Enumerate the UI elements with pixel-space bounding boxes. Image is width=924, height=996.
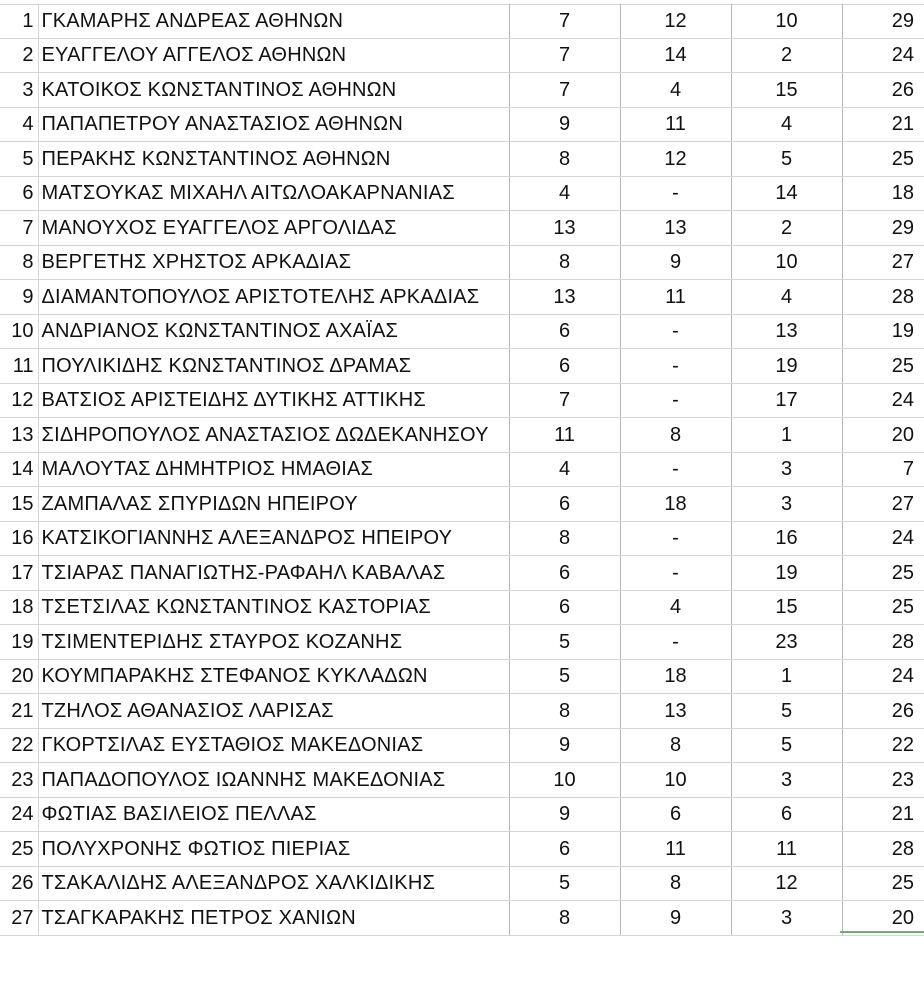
value-cell-2[interactable]: - <box>620 176 731 211</box>
table-row <box>0 107 924 142</box>
table-row <box>0 521 924 556</box>
value-cell-1[interactable]: 6 <box>509 314 620 349</box>
value-cell-3[interactable]: 3 <box>731 487 842 522</box>
value-cell-1[interactable]: 11 <box>509 418 620 453</box>
row-number-cell[interactable]: 25 <box>0 832 38 867</box>
name-cell[interactable]: ΒΕΡΓΕΤΗΣ ΧΡΗΣΤΟΣ ΑΡΚΑΔΙΑΣ <box>38 245 509 280</box>
total-cell[interactable]: 27 <box>842 245 924 280</box>
row-number-cell[interactable]: 23 <box>0 763 38 798</box>
name-cell[interactable]: ΠΟΥΛΙΚΙΔΗΣ ΚΩΝΣΤΑΝΤΙΝΟΣ ΔΡΑΜΑΣ <box>38 349 509 384</box>
spreadsheet-body <box>0 4 924 935</box>
value-cell-3[interactable]: 10 <box>731 245 842 280</box>
name-cell[interactable]: ΑΝΔΡΙΑΝΟΣ ΚΩΝΣΤΑΝΤΙΝΟΣ ΑΧΑΪΑΣ <box>38 314 509 349</box>
table-row <box>0 452 924 487</box>
row-number-cell[interactable]: 16 <box>0 521 38 556</box>
table-row <box>0 73 924 108</box>
value-cell-3[interactable]: 2 <box>731 38 842 73</box>
value-cell-3[interactable]: 2 <box>731 211 842 246</box>
value-cell-1[interactable]: 8 <box>509 694 620 729</box>
row-number-cell[interactable]: 9 <box>0 280 38 315</box>
total-cell[interactable]: 24 <box>842 383 924 418</box>
value-cell-2[interactable]: - <box>620 383 731 418</box>
table-row <box>0 4 924 38</box>
value-cell-3[interactable]: 14 <box>731 176 842 211</box>
row-number-cell[interactable]: 20 <box>0 659 38 694</box>
value-cell-3[interactable]: 1 <box>731 659 842 694</box>
value-cell-1[interactable]: 9 <box>509 107 620 142</box>
value-cell-2[interactable]: 13 <box>620 694 731 729</box>
name-cell[interactable]: ΠΕΡΑΚΗΣ ΚΩΝΣΤΑΝΤΙΝΟΣ ΑΘΗΝΩΝ <box>38 142 509 177</box>
table-row <box>0 728 924 763</box>
name-cell[interactable]: ΓΚΟΡΤΣΙΛΑΣ ΕΥΣΤΑΘΙΟΣ ΜΑΚΕΔΟΝΙΑΣ <box>38 728 509 763</box>
name-cell[interactable]: ΤΣΑΚΑΛΙΔΗΣ ΑΛΕΞΑΝΔΡΟΣ ΧΑΛΚΙΔΙΚΗΣ <box>38 866 509 901</box>
value-cell-2[interactable]: 18 <box>620 659 731 694</box>
table-row <box>0 349 924 384</box>
value-cell-1[interactable]: 7 <box>509 383 620 418</box>
value-cell-2[interactable]: 10 <box>620 763 731 798</box>
value-cell-3[interactable]: 3 <box>731 452 842 487</box>
name-cell[interactable]: ΕΥΑΓΓΕΛΟΥ ΑΓΓΕΛΟΣ ΑΘΗΝΩΝ <box>38 38 509 73</box>
value-cell-2[interactable]: 11 <box>620 107 731 142</box>
name-cell[interactable]: ΚΑΤΣΙΚΟΓΙΑΝΝΗΣ ΑΛΕΞΑΝΔΡΟΣ ΗΠΕΙΡΟΥ <box>38 521 509 556</box>
value-cell-1[interactable]: 5 <box>509 866 620 901</box>
total-cell[interactable]: 23 <box>842 763 924 798</box>
name-cell[interactable]: ΓΚΑΜΑΡΗΣ ΑΝΔΡΕΑΣ ΑΘΗΝΩΝ <box>38 4 509 38</box>
row-number-cell[interactable]: 27 <box>0 901 38 936</box>
value-cell-1[interactable]: 5 <box>509 625 620 660</box>
table-row <box>0 487 924 522</box>
value-cell-3[interactable]: 5 <box>731 694 842 729</box>
value-cell-2[interactable]: - <box>620 556 731 591</box>
name-cell[interactable]: ΠΑΠΑΔΟΠΟΥΛΟΣ ΙΩΑΝΝΗΣ ΜΑΚΕΔΟΝΙΑΣ <box>38 763 509 798</box>
table-row <box>0 418 924 453</box>
name-cell[interactable]: ΣΙΔΗΡΟΠΟΥΛΟΣ ΑΝΑΣΤΑΣΙΟΣ ΔΩΔΕΚΑΝΗΣΟΥ <box>38 418 509 453</box>
table-row <box>0 176 924 211</box>
total-cell[interactable]: 20 <box>842 901 924 936</box>
row-number-cell[interactable]: 11 <box>0 349 38 384</box>
table-row <box>0 866 924 901</box>
table-row <box>0 832 924 867</box>
table-row <box>0 142 924 177</box>
value-cell-3[interactable]: 3 <box>731 901 842 936</box>
value-cell-3[interactable]: 17 <box>731 383 842 418</box>
name-cell[interactable]: ΜΑΤΣΟΥΚΑΣ ΜΙΧΑΗΛ ΑΙΤΩΛΟΑΚΑΡΝΑΝΙΑΣ <box>38 176 509 211</box>
value-cell-2[interactable]: 11 <box>620 832 731 867</box>
row-number-cell[interactable]: 21 <box>0 694 38 729</box>
value-cell-2[interactable]: - <box>620 625 731 660</box>
value-cell-1[interactable]: 7 <box>509 38 620 73</box>
total-cell[interactable]: 28 <box>842 280 924 315</box>
table-row <box>0 314 924 349</box>
total-cell[interactable]: 25 <box>842 556 924 591</box>
total-cell[interactable]: 29 <box>842 211 924 246</box>
value-cell-3[interactable]: 6 <box>731 797 842 832</box>
value-cell-2[interactable]: 12 <box>620 142 731 177</box>
value-cell-2[interactable]: 4 <box>620 590 731 625</box>
value-cell-3[interactable]: 11 <box>731 832 842 867</box>
name-cell[interactable]: ΒΑΤΣΙΟΣ ΑΡΙΣΤΕΙΔΗΣ ΔΥΤΙΚΗΣ ΑΤΤΙΚΗΣ <box>38 383 509 418</box>
row-number-cell[interactable]: 17 <box>0 556 38 591</box>
value-cell-1[interactable]: 8 <box>509 245 620 280</box>
value-cell-2[interactable]: 12 <box>620 4 731 38</box>
spreadsheet-table <box>0 4 924 936</box>
name-cell[interactable]: ΤΣΙΑΡΑΣ ΠΑΝΑΓΙΩΤΗΣ-ΡΑΦΑΗΛ ΚΑΒΑΛΑΣ <box>38 556 509 591</box>
table-row <box>0 383 924 418</box>
row-number-cell[interactable]: 8 <box>0 245 38 280</box>
total-cell[interactable]: 18 <box>842 176 924 211</box>
value-cell-1[interactable]: 4 <box>509 176 620 211</box>
value-cell-2[interactable]: 8 <box>620 418 731 453</box>
value-cell-2[interactable]: 11 <box>620 280 731 315</box>
table-row <box>0 590 924 625</box>
value-cell-3[interactable]: 5 <box>731 728 842 763</box>
total-cell[interactable]: 24 <box>842 521 924 556</box>
value-cell-1[interactable]: 8 <box>509 901 620 936</box>
value-cell-2[interactable]: - <box>620 349 731 384</box>
name-cell[interactable]: ΖΑΜΠΑΛΑΣ ΣΠΥΡΙΔΩΝ ΗΠΕΙΡΟΥ <box>38 487 509 522</box>
row-number-cell[interactable]: 24 <box>0 797 38 832</box>
name-cell[interactable]: ΤΣΕΤΣΙΛΑΣ ΚΩΝΣΤΑΝΤΙΝΟΣ ΚΑΣΤΟΡΙΑΣ <box>38 590 509 625</box>
row-number-cell[interactable]: 19 <box>0 625 38 660</box>
value-cell-2[interactable]: 18 <box>620 487 731 522</box>
name-cell[interactable]: ΦΩΤΙΑΣ ΒΑΣΙΛΕΙΟΣ ΠΕΛΛΑΣ <box>38 797 509 832</box>
row-number-cell[interactable]: 26 <box>0 866 38 901</box>
value-cell-1[interactable]: 8 <box>509 142 620 177</box>
row-number-cell[interactable]: 12 <box>0 383 38 418</box>
value-cell-1[interactable]: 6 <box>509 487 620 522</box>
value-cell-2[interactable]: 8 <box>620 866 731 901</box>
value-cell-3[interactable]: 19 <box>731 556 842 591</box>
value-cell-3[interactable]: 19 <box>731 349 842 384</box>
value-cell-2[interactable]: 6 <box>620 797 731 832</box>
value-cell-1[interactable]: 8 <box>509 521 620 556</box>
value-cell-1[interactable]: 6 <box>509 349 620 384</box>
row-number-cell[interactable]: 2 <box>0 38 38 73</box>
row-number-cell[interactable]: 22 <box>0 728 38 763</box>
name-cell[interactable]: ΚΑΤΟΙΚΟΣ ΚΩΝΣΤΑΝΤΙΝΟΣ ΑΘΗΝΩΝ <box>38 73 509 108</box>
value-cell-3[interactable]: 15 <box>731 73 842 108</box>
table-row <box>0 211 924 246</box>
name-cell[interactable]: ΤΖΗΛΟΣ ΑΘΑΝΑΣΙΟΣ ΛΑΡΙΣΑΣ <box>38 694 509 729</box>
name-cell[interactable]: ΔΙΑΜΑΝΤΟΠΟΥΛΟΣ ΑΡΙΣΤΟΤΕΛΗΣ ΑΡΚΑΔΙΑΣ <box>38 280 509 315</box>
value-cell-2[interactable]: - <box>620 452 731 487</box>
value-cell-1[interactable]: 13 <box>509 211 620 246</box>
name-cell[interactable]: ΤΣΙΜΕΝΤΕΡΙΔΗΣ ΣΤΑΥΡΟΣ ΚΟΖΑΝΗΣ <box>38 625 509 660</box>
row-number-cell[interactable]: 13 <box>0 418 38 453</box>
value-cell-1[interactable]: 7 <box>509 4 620 38</box>
value-cell-2[interactable]: 14 <box>620 38 731 73</box>
value-cell-2[interactable]: 13 <box>620 211 731 246</box>
name-cell[interactable]: ΜΑΛΟΥΤΑΣ ΔΗΜΗΤΡΙΟΣ ΗΜΑΘΙΑΣ <box>38 452 509 487</box>
value-cell-3[interactable]: 1 <box>731 418 842 453</box>
total-cell[interactable]: 26 <box>842 694 924 729</box>
value-cell-2[interactable]: 9 <box>620 245 731 280</box>
value-cell-1[interactable]: 7 <box>509 73 620 108</box>
total-cell[interactable]: 26 <box>842 73 924 108</box>
table-row <box>0 556 924 591</box>
table-row <box>0 659 924 694</box>
total-cell[interactable]: 25 <box>842 866 924 901</box>
table-row <box>0 763 924 798</box>
value-cell-1[interactable]: 6 <box>509 590 620 625</box>
table-row <box>0 280 924 315</box>
row-number-cell[interactable]: 1 <box>0 4 38 38</box>
row-number-cell[interactable]: 10 <box>0 314 38 349</box>
row-number-cell[interactable]: 7 <box>0 211 38 246</box>
value-cell-1[interactable]: 13 <box>509 280 620 315</box>
value-cell-3[interactable]: 15 <box>731 590 842 625</box>
name-cell[interactable]: ΠΑΠΑΠΕΤΡΟΥ ΑΝΑΣΤΑΣΙΟΣ ΑΘΗΝΩΝ <box>38 107 509 142</box>
value-cell-3[interactable]: 12 <box>731 866 842 901</box>
table-row <box>0 694 924 729</box>
value-cell-2[interactable]: 9 <box>620 901 731 936</box>
table-row <box>0 901 924 936</box>
name-cell[interactable]: ΠΟΛΥΧΡΟΝΗΣ ΦΩΤΙΟΣ ΠΙΕΡΙΑΣ <box>38 832 509 867</box>
row-number-cell[interactable]: 6 <box>0 176 38 211</box>
value-cell-1[interactable]: 10 <box>509 763 620 798</box>
total-cell[interactable]: 28 <box>842 832 924 867</box>
row-number-cell[interactable]: 4 <box>0 107 38 142</box>
row-number-cell[interactable]: 3 <box>0 73 38 108</box>
total-cell[interactable]: 28 <box>842 625 924 660</box>
table-row <box>0 38 924 73</box>
value-cell-2[interactable]: - <box>620 521 731 556</box>
row-number-cell[interactable]: 5 <box>0 142 38 177</box>
total-cell[interactable]: 7 <box>842 452 924 487</box>
total-cell[interactable]: 29 <box>842 4 924 38</box>
value-cell-3[interactable]: 4 <box>731 280 842 315</box>
total-cell[interactable]: 24 <box>842 659 924 694</box>
value-cell-2[interactable]: - <box>620 314 731 349</box>
name-cell[interactable]: ΤΣΑΓΚΑΡΑΚΗΣ ΠΕΤΡΟΣ ΧΑΝΙΩΝ <box>38 901 509 936</box>
name-cell[interactable]: ΚΟΥΜΠΑΡΑΚΗΣ ΣΤΕΦΑΝΟΣ ΚΥΚΛΑΔΩΝ <box>38 659 509 694</box>
value-cell-3[interactable]: 10 <box>731 4 842 38</box>
value-cell-3[interactable]: 5 <box>731 142 842 177</box>
name-cell[interactable]: ΜΑΝΟΥΧΟΣ ΕΥΑΓΓΕΛΟΣ ΑΡΓΟΛΙΔΑΣ <box>38 211 509 246</box>
value-cell-1[interactable]: 6 <box>509 556 620 591</box>
value-cell-1[interactable]: 9 <box>509 728 620 763</box>
value-cell-3[interactable]: 3 <box>731 763 842 798</box>
table-row <box>0 245 924 280</box>
value-cell-1[interactable]: 4 <box>509 452 620 487</box>
row-number-cell[interactable]: 18 <box>0 590 38 625</box>
total-cell[interactable]: 22 <box>842 728 924 763</box>
total-cell[interactable]: 25 <box>842 142 924 177</box>
value-cell-3[interactable]: 23 <box>731 625 842 660</box>
value-cell-3[interactable]: 16 <box>731 521 842 556</box>
total-cell[interactable]: 21 <box>842 107 924 142</box>
row-number-cell[interactable]: 14 <box>0 452 38 487</box>
total-cell[interactable]: 24 <box>842 38 924 73</box>
total-cell[interactable]: 25 <box>842 590 924 625</box>
total-cell[interactable]: 21 <box>842 797 924 832</box>
value-cell-2[interactable]: 4 <box>620 73 731 108</box>
value-cell-1[interactable]: 9 <box>509 797 620 832</box>
row-number-cell[interactable]: 15 <box>0 487 38 522</box>
total-cell[interactable]: 20 <box>842 418 924 453</box>
value-cell-1[interactable]: 5 <box>509 659 620 694</box>
table-row <box>0 625 924 660</box>
cell-selection-indicator <box>840 931 924 933</box>
table-row <box>0 797 924 832</box>
value-cell-3[interactable]: 13 <box>731 314 842 349</box>
value-cell-1[interactable]: 6 <box>509 832 620 867</box>
total-cell[interactable]: 19 <box>842 314 924 349</box>
value-cell-2[interactable]: 8 <box>620 728 731 763</box>
total-cell[interactable]: 25 <box>842 349 924 384</box>
value-cell-3[interactable]: 4 <box>731 107 842 142</box>
total-cell[interactable]: 27 <box>842 487 924 522</box>
